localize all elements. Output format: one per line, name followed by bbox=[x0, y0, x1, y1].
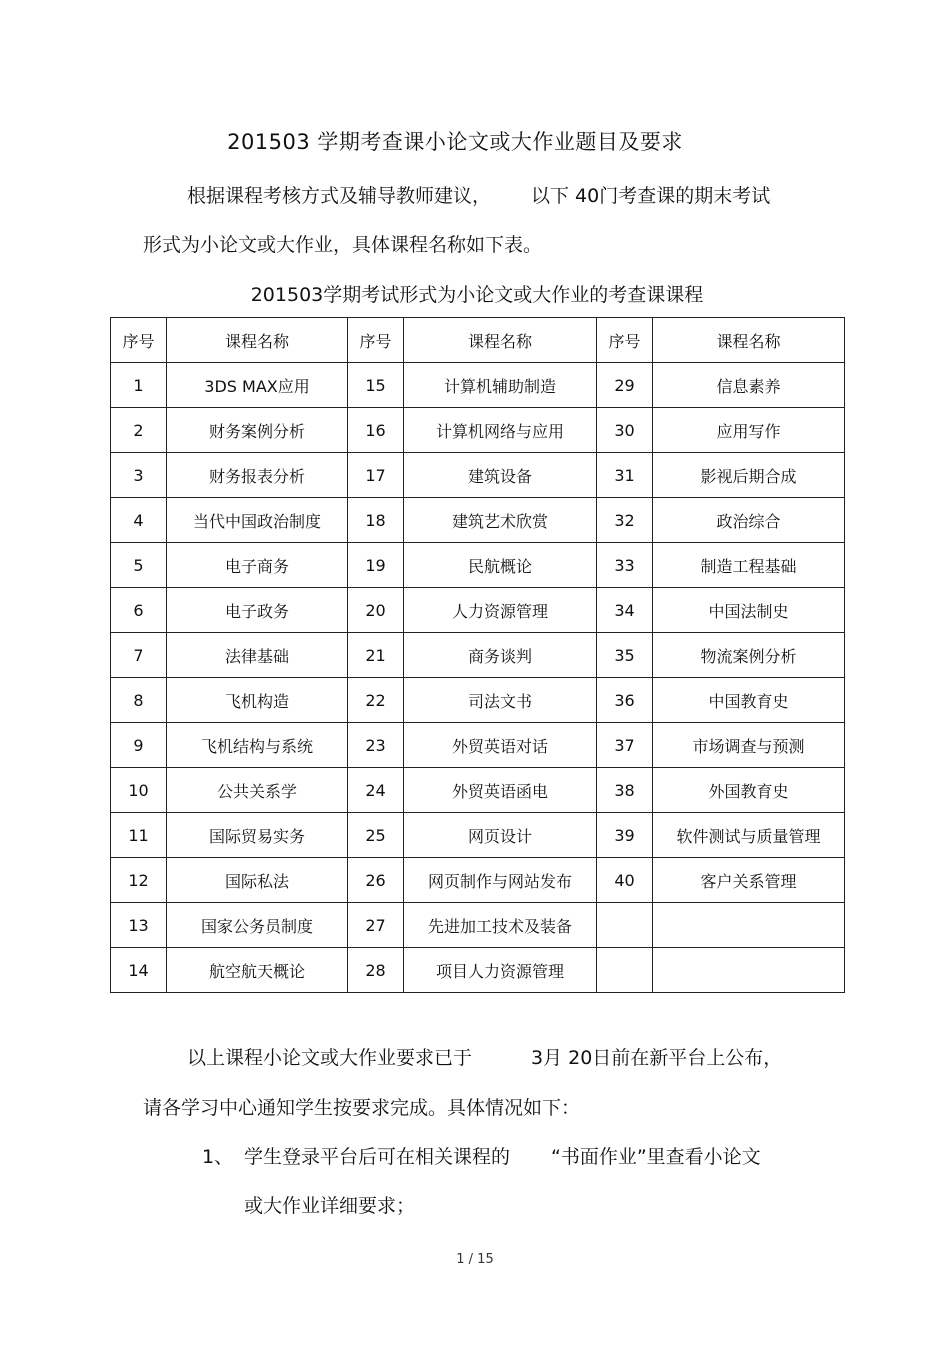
course-number-cell: 13 bbox=[111, 903, 167, 948]
table-row bbox=[111, 633, 845, 678]
table-header-row bbox=[111, 318, 845, 363]
table-row bbox=[111, 678, 845, 723]
course-number-cell: 19 bbox=[348, 543, 404, 588]
course-name-cell: 公共关系学 bbox=[167, 768, 348, 813]
table-row bbox=[111, 453, 845, 498]
course-number-cell: 22 bbox=[348, 678, 404, 723]
course-name-cell: 先进加工技术及装备 bbox=[404, 903, 597, 948]
after-line-2: 请各学习中心通知学生按要求完成。具体情况如下： bbox=[143, 1097, 581, 1119]
course-name-cell: 中国法制史 bbox=[653, 588, 845, 633]
course-name-cell: 商务谈判 bbox=[404, 633, 597, 678]
course-number-cell bbox=[597, 903, 653, 948]
intro-line-1a: 根据课程考核方式及辅导教师建议， bbox=[187, 185, 492, 207]
course-number-cell: 32 bbox=[597, 498, 653, 543]
header-cell: 课程名称 bbox=[167, 318, 348, 363]
course-name-cell: 应用写作 bbox=[653, 408, 845, 453]
after-line-1b: 3月 20日前在新平台上公布， bbox=[531, 1047, 783, 1069]
list-item-line-1a: 学生登录平台后可在相关课程的 bbox=[244, 1146, 511, 1168]
table-row bbox=[111, 813, 845, 858]
course-number-cell: 2 bbox=[111, 408, 167, 453]
course-name-cell: 飞机构造 bbox=[167, 678, 348, 723]
course-name-cell: 国际私法 bbox=[167, 858, 348, 903]
page-title: 201503 学期考查课小论文或大作业题目及要求 bbox=[227, 130, 683, 154]
course-number-cell: 8 bbox=[111, 678, 167, 723]
course-number-cell: 24 bbox=[348, 768, 404, 813]
course-number-cell: 38 bbox=[597, 768, 653, 813]
course-name-cell: 法律基础 bbox=[167, 633, 348, 678]
header-cell: 序号 bbox=[597, 318, 653, 363]
course-number-cell: 21 bbox=[348, 633, 404, 678]
course-name-cell: 国家公务员制度 bbox=[167, 903, 348, 948]
course-number-cell: 16 bbox=[348, 408, 404, 453]
list-item-number: 1、 bbox=[202, 1146, 234, 1168]
course-number-cell: 28 bbox=[348, 948, 404, 993]
course-number-cell: 36 bbox=[597, 678, 653, 723]
course-name-cell: 计算机网络与应用 bbox=[404, 408, 597, 453]
list-item-line-1b: “书面作业”里查看小论文 bbox=[551, 1146, 761, 1168]
course-number-cell: 31 bbox=[597, 453, 653, 498]
intro-line-2: 形式为小论文或大作业，具体课程名称如下表。 bbox=[143, 234, 543, 256]
course-name-cell: 飞机结构与系统 bbox=[167, 723, 348, 768]
course-name-cell: 人力资源管理 bbox=[404, 588, 597, 633]
table-title: 201503学期考试形式为小论文或大作业的考查课课程 bbox=[250, 284, 704, 306]
course-name-cell bbox=[653, 948, 845, 993]
course-number-cell: 33 bbox=[597, 543, 653, 588]
course-number-cell: 5 bbox=[111, 543, 167, 588]
course-name-cell: 司法文书 bbox=[404, 678, 597, 723]
course-name-cell: 国际贸易实务 bbox=[167, 813, 348, 858]
course-table bbox=[110, 317, 845, 993]
table-row bbox=[111, 498, 845, 543]
course-name-cell: 财务案例分析 bbox=[167, 408, 348, 453]
course-name-cell: 外国教育史 bbox=[653, 768, 845, 813]
header-cell: 课程名称 bbox=[653, 318, 845, 363]
course-name-cell: 客户关系管理 bbox=[653, 858, 845, 903]
course-number-cell: 39 bbox=[597, 813, 653, 858]
course-name-cell: 民航概论 bbox=[404, 543, 597, 588]
course-number-cell: 37 bbox=[597, 723, 653, 768]
course-number-cell: 4 bbox=[111, 498, 167, 543]
header-cell: 序号 bbox=[111, 318, 167, 363]
course-name-cell: 航空航天概论 bbox=[167, 948, 348, 993]
course-number-cell: 7 bbox=[111, 633, 167, 678]
course-number-cell: 3 bbox=[111, 453, 167, 498]
course-number-cell: 25 bbox=[348, 813, 404, 858]
course-number-cell: 20 bbox=[348, 588, 404, 633]
course-number-cell: 18 bbox=[348, 498, 404, 543]
course-number-cell: 40 bbox=[597, 858, 653, 903]
course-number-cell: 29 bbox=[597, 363, 653, 408]
course-name-cell: 外贸英语函电 bbox=[404, 768, 597, 813]
course-number-cell: 14 bbox=[111, 948, 167, 993]
course-number-cell: 12 bbox=[111, 858, 167, 903]
course-number-cell: 1 bbox=[111, 363, 167, 408]
course-number-cell: 30 bbox=[597, 408, 653, 453]
intro-line-1b: 以下 40门考查课的期末考试 bbox=[531, 185, 771, 207]
table-row bbox=[111, 408, 845, 453]
table-row bbox=[111, 723, 845, 768]
table-row bbox=[111, 768, 845, 813]
course-name-cell: 影视后期合成 bbox=[653, 453, 845, 498]
course-name-cell: 建筑设备 bbox=[404, 453, 597, 498]
course-name-cell: 建筑艺术欣赏 bbox=[404, 498, 597, 543]
after-line-1a: 以上课程小论文或大作业要求已于 bbox=[187, 1047, 473, 1069]
course-name-cell: 计算机辅助制造 bbox=[404, 363, 597, 408]
course-number-cell: 11 bbox=[111, 813, 167, 858]
course-name-cell: 当代中国政治制度 bbox=[167, 498, 348, 543]
course-name-cell: 中国教育史 bbox=[653, 678, 845, 723]
course-name-cell: 电子商务 bbox=[167, 543, 348, 588]
course-number-cell bbox=[597, 948, 653, 993]
header-cell: 课程名称 bbox=[404, 318, 597, 363]
course-name-cell: 电子政务 bbox=[167, 588, 348, 633]
course-name-cell: 制造工程基础 bbox=[653, 543, 845, 588]
course-number-cell: 15 bbox=[348, 363, 404, 408]
table-row bbox=[111, 363, 845, 408]
course-name-cell: 信息素养 bbox=[653, 363, 845, 408]
course-name-cell: 网页制作与网站发布 bbox=[404, 858, 597, 903]
course-number-cell: 27 bbox=[348, 903, 404, 948]
table-row bbox=[111, 543, 845, 588]
table-row bbox=[111, 948, 845, 993]
course-name-cell: 项目人力资源管理 bbox=[404, 948, 597, 993]
course-name-cell: 外贸英语对话 bbox=[404, 723, 597, 768]
course-number-cell: 26 bbox=[348, 858, 404, 903]
course-number-cell: 23 bbox=[348, 723, 404, 768]
list-item-line-2: 或大作业详细要求； bbox=[244, 1195, 416, 1217]
course-number-cell: 34 bbox=[597, 588, 653, 633]
course-name-cell bbox=[653, 903, 845, 948]
course-name-cell: 软件测试与质量管理 bbox=[653, 813, 845, 858]
course-number-cell: 17 bbox=[348, 453, 404, 498]
table-row bbox=[111, 903, 845, 948]
course-number-cell: 9 bbox=[111, 723, 167, 768]
course-number-cell: 35 bbox=[597, 633, 653, 678]
course-name-cell: 物流案例分析 bbox=[653, 633, 845, 678]
course-name-cell: 市场调查与预测 bbox=[653, 723, 845, 768]
course-name-cell: 网页设计 bbox=[404, 813, 597, 858]
course-name-cell: 财务报表分析 bbox=[167, 453, 348, 498]
table-row bbox=[111, 588, 845, 633]
course-number-cell: 10 bbox=[111, 768, 167, 813]
table-row bbox=[111, 858, 845, 903]
page-number: 1 / 15 bbox=[456, 1252, 494, 1267]
course-number-cell: 6 bbox=[111, 588, 167, 633]
header-cell: 序号 bbox=[348, 318, 404, 363]
course-name-cell: 政治综合 bbox=[653, 498, 845, 543]
course-name-cell: 3DS MAX应用 bbox=[167, 363, 348, 408]
